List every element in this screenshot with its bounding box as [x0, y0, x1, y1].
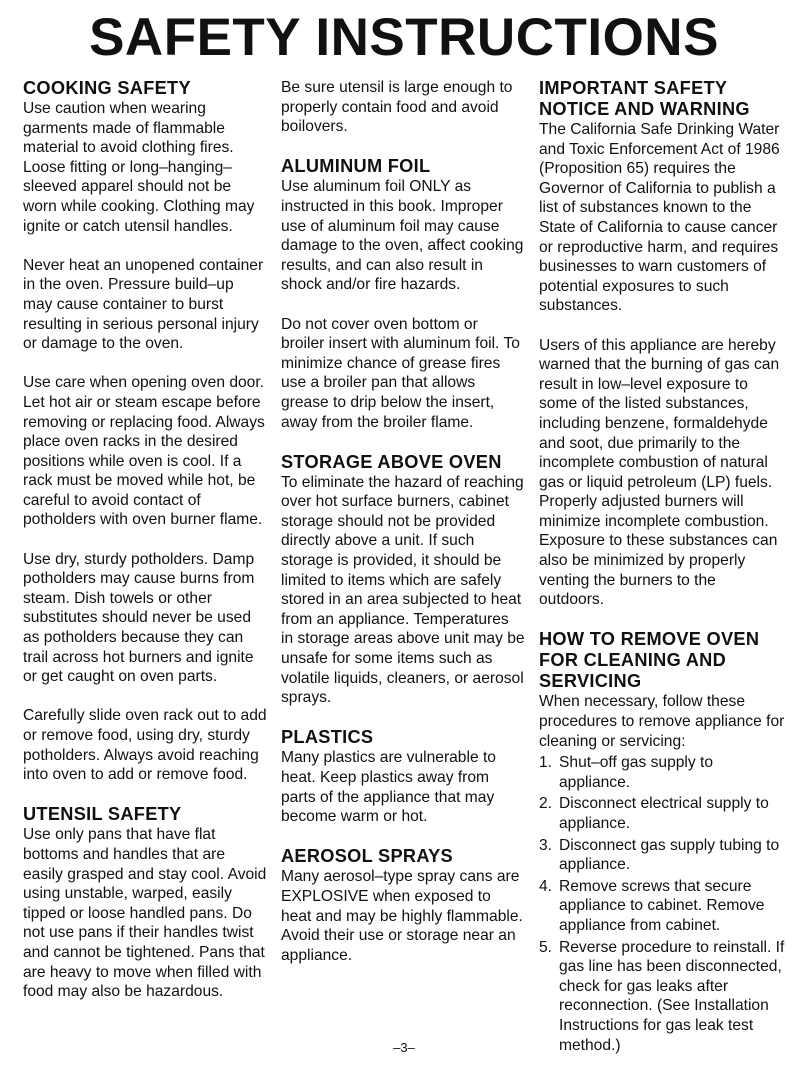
plastics-heading: PLASTICS: [281, 727, 374, 748]
remove-oven-steps: [539, 753, 785, 1055]
page-title: SAFETY INSTRUCTIONS: [89, 8, 719, 67]
cooking-safety-paragraph: Use caution when wearing garments made of flammable material to avoid clothing fires. Loose fitting or long–hanging–sleeved apparel should not be worn while cooking. Clothing may ignite or catch utensil handles.: [23, 100, 255, 235]
step-text: Reverse procedure to reinstall. If gas line has been disconnected, check for gas leaks after reconnection. (See Installation Instructions for gas leak test method.): [559, 938, 785, 1054]
storage-paragraph: To eliminate the hazard of reaching over hot surface burners, cabinet storage should not be provided directly above a unit. If such storage is provided, it should be limited to items which are safely stored in an area subjected to heat from an appliance. Temperatures in storage areas above unit may be unsafe for some items such as volatile liquids, cleaners, or aerosol sprays.: [281, 473, 525, 707]
step-text: Shut–off gas supply to appliance.: [559, 754, 714, 791]
notice-heading: IMPORTANT SAFETY NOTICE AND WARNING: [539, 78, 750, 119]
notice-paragraph: Users of this appliance are hereby warned that the burning of gas can result in low–level exposure to some of the listed substances, including benzene, formaldehyde and soot, due primarily to the incomplete combustion of natural gas or liquid petroleum (LP) fuels. Properly adjusted burners will minimize incomplete combustion. Exposure to these substances can also be minimized by properly venting the burners to the outdoors.: [539, 336, 780, 609]
column-3: [539, 78, 785, 1067]
column-1: [23, 78, 267, 1014]
remove-oven-heading: HOW TO REMOVE OVEN FOR CLEANING AND SERVICING: [539, 629, 760, 692]
cooking-safety-paragraph: Use dry, sturdy potholders. Damp potholders may cause burns from steam. Dish towels or other substitutes should never be used as potholders because they can trail across hot burners and ignite or get caught on oven parts.: [23, 550, 255, 686]
cooking-safety-section: [23, 78, 267, 785]
utensil-safety-continued: [281, 78, 525, 137]
step-text: Remove screws that secure appliance to cabinet. Remove appliance from cabinet.: [559, 877, 765, 934]
aerosol-paragraph: Many aerosol–type spray cans are EXPLOSIVE when exposed to heat and may be highly flammable. Avoid their use or storage near an appliance.: [281, 868, 523, 964]
storage-heading: STORAGE ABOVE OVEN: [281, 451, 502, 472]
page-number: –3–: [393, 1040, 415, 1055]
aluminum-foil-paragraph: Use aluminum foil ONLY as instructed in this book. Improper use of aluminum foil may cause damage to the oven, affect cooking results, and can also result in shock and/or fire hazards.: [281, 178, 524, 294]
cooking-safety-paragraph: Carefully slide oven rack out to add or remove food, using dry, sturdy potholders. Always avoid reaching into oven to add or remove food.: [23, 707, 267, 784]
plastics-paragraph: Many plastics are vulnerable to heat. Keep plastics away from parts of the appliance that may become warm or hot.: [281, 749, 496, 826]
remove-oven-section: [539, 629, 785, 1055]
utensil-safety-paragraph: Be sure utensil is large enough to properly contain food and avoid boilovers.: [281, 79, 513, 136]
step-number: 2.: [539, 795, 553, 813]
column-2: [281, 78, 525, 985]
step-item: [539, 794, 785, 833]
step-text: Disconnect electrical supply to appliance.: [559, 795, 769, 832]
remove-oven-intro: When necessary, follow these procedures to remove appliance for cleaning or servicing:: [539, 693, 785, 750]
aluminum-foil-heading: ALUMINUM FOIL: [281, 156, 431, 177]
step-number: 4.: [539, 877, 553, 895]
step-number: 3.: [539, 836, 553, 854]
cooking-safety-paragraph: Never heat an unopened container in the oven. Pressure build–up may cause container to burst resulting in serious personal injury or damage to the oven.: [23, 256, 264, 353]
cooking-safety-paragraph: Use care when opening oven door. Let hot air or steam escape before removing or replacing food. Always place oven racks in the desired positions while oven is cool. If a rack must be moved while hot, be careful to avoid contact of potholders with oven burner flame.: [23, 374, 265, 529]
utensil-safety-heading: UTENSIL SAFETY: [23, 804, 182, 825]
step-item: [539, 877, 785, 936]
step-number: 5.: [539, 938, 553, 956]
step-number: 1.: [539, 754, 553, 772]
notice-section: [539, 78, 785, 610]
storage-section: [281, 452, 525, 708]
aerosol-heading: AEROSOL SPRAYS: [281, 846, 453, 867]
aluminum-foil-section: [281, 156, 525, 432]
utensil-safety-paragraph: Use only pans that have flat bottoms and handles that are easily grasped and stay cool. Avoid using unstable, warped, easily tipped or loose handled pans. Do not use pans if their handles twist and cannot be tightened. Pans that are heavy to move when filled with food may also be hazardous.: [23, 826, 267, 1001]
step-text: Disconnect gas supply tubing to appliance.: [559, 836, 780, 874]
step-item: [539, 753, 785, 792]
plastics-section: [281, 727, 525, 826]
utensil-safety-section: [23, 804, 267, 1001]
step-item: [539, 938, 785, 1056]
cooking-safety-heading: COOKING SAFETY: [23, 78, 191, 98]
aluminum-foil-paragraph: Do not cover oven bottom or broiler insert with aluminum foil. To minimize chance of grease fires use a broiler pan that allows grease to drip below the insert, away from the broiler flame.: [281, 315, 520, 431]
step-item: [539, 836, 785, 875]
notice-paragraph: The California Safe Drinking Water and Toxic Enforcement Act of 1986 (Proposition 65) requires the Governor of California to publish a list of substances known to the State of California to cause cancer or reproductive harm, and requires businesses to warn customers of potential exposures to such substances.: [539, 121, 780, 315]
aerosol-section: [281, 846, 525, 965]
